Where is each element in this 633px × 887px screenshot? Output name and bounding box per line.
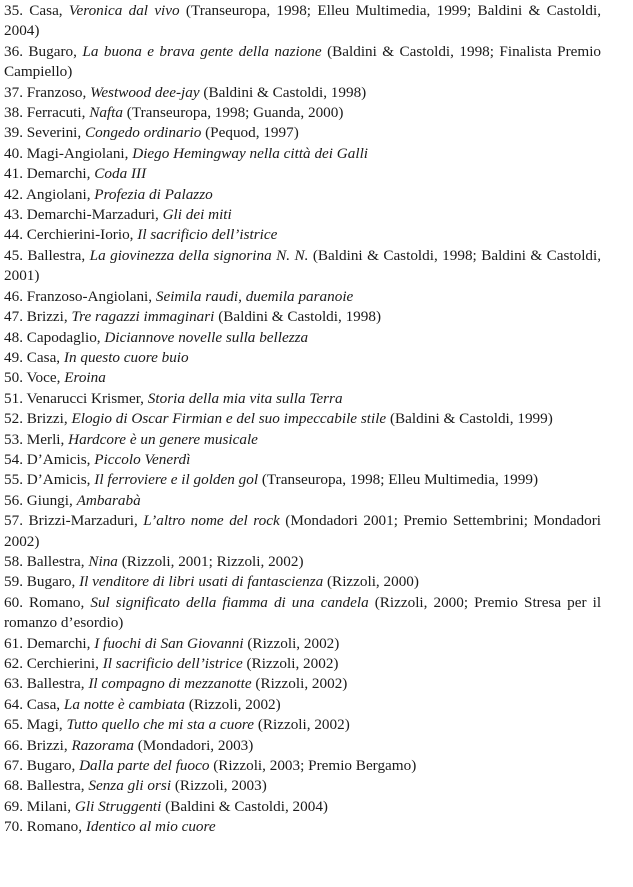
list-item <box>4 225 601 245</box>
entry-title: Senza gli orsi <box>88 777 172 795</box>
entry-title: Piccolo Venerdì <box>94 450 191 468</box>
entry-author: Bugaro, <box>28 42 77 60</box>
entry-author: Brizzi, <box>26 410 68 428</box>
entry-author: Cerchierini-Iorio, <box>26 226 134 244</box>
entry-number: 35. <box>4 2 23 19</box>
entry-publication-info: (Mondadori 2001; Premio Settembrini; Mondadori 2002) <box>4 512 602 550</box>
list-item <box>4 348 601 368</box>
entry-title: Profezia di Palazzo <box>94 185 213 203</box>
entry-number: 47. <box>4 308 23 326</box>
list-item <box>4 470 601 490</box>
entry-number: 44. <box>4 226 23 244</box>
entry-author: Ferracuti, <box>26 104 86 122</box>
entry-author: Angiolani, <box>25 185 91 203</box>
entry-title: Il venditore di libri usati di fantascienza <box>79 573 324 591</box>
entry-author: Bugaro, <box>26 757 76 775</box>
list-item <box>4 776 601 796</box>
entry-title: I fuochi di San Giovanni <box>94 634 244 652</box>
entry-title: Tre ragazzi immaginari <box>71 308 215 326</box>
list-item <box>4 674 601 694</box>
entry-author: Casa, <box>26 348 61 366</box>
entry-publication-info: (Baldini & Castoldi, 1999) <box>389 410 553 428</box>
entry-author: Brizzi, <box>26 736 68 754</box>
entry-title: Seimila raudi, duemila paranoie <box>155 287 354 305</box>
entry-title: Westwood dee-jay <box>90 83 200 101</box>
entry-publication-info: (Rizzoli, 2002) <box>246 655 339 672</box>
list-item <box>4 736 601 756</box>
entry-publication-info: (Rizzoli, 2002) <box>247 634 340 652</box>
entry-number: 58. <box>4 552 23 570</box>
list-item <box>4 103 601 123</box>
entry-title: In questo cuore buio <box>63 348 189 366</box>
list-item <box>4 205 601 225</box>
list-item <box>4 797 601 817</box>
entry-number: 36. <box>4 42 23 60</box>
entry-title: Diciannove novelle sulla bellezza <box>104 328 309 346</box>
list-item <box>4 185 601 205</box>
entry-author: Magi, <box>26 716 63 734</box>
list-item <box>4 123 601 143</box>
entry-title: Nina <box>88 552 118 570</box>
entry-title: Tutto quello che mi sta a cuore <box>66 716 255 734</box>
entry-publication-info: (Baldini & Castoldi, 2004) <box>165 797 328 815</box>
entry-author: Magi-Angiolani, <box>26 144 129 162</box>
list-item <box>4 817 601 837</box>
entry-title: La notte è cambiata <box>63 695 185 713</box>
entry-author: Severini, <box>26 124 82 142</box>
entry-title: Il sacrificio dell’istrice <box>102 655 243 672</box>
list-item <box>4 634 601 654</box>
entry-author: Cerchierini, <box>26 655 99 672</box>
entry-author: Ballestra, <box>26 675 85 693</box>
entry-publication-info: (Baldini & Castoldi, 1998; Finalista Premio Campiello) <box>4 42 602 81</box>
list-item <box>4 42 601 83</box>
entry-number: 61. <box>4 634 23 652</box>
list-item <box>4 450 601 470</box>
entry-number: 45. <box>4 246 23 264</box>
entry-number: 59. <box>4 573 23 591</box>
entry-author: D’Amicis, <box>26 471 91 489</box>
entry-publication-info: (Transeuropa, 1998; Guanda, 2000) <box>126 104 344 122</box>
entry-number: 39. <box>4 124 23 142</box>
entry-number: 57. <box>4 512 23 530</box>
entry-author: Casa, <box>26 695 61 713</box>
entry-author: Brizzi-Marzaduri, <box>28 512 138 530</box>
entry-title: Hardcore è un genere musicale <box>68 430 258 448</box>
entry-publication-info: (Rizzoli, 2003; Premio Bergamo) <box>213 757 417 775</box>
entry-author: Romano, <box>29 593 85 611</box>
list-item <box>4 491 601 511</box>
entry-author: Merli, <box>26 430 65 448</box>
entry-publication-info: (Baldini & Castoldi, 1998) <box>218 308 382 326</box>
list-item <box>4 287 601 307</box>
entry-publication-info: (Pequod, 1997) <box>205 124 299 142</box>
list-item <box>4 164 601 184</box>
entry-publication-info: (Rizzoli, 2000) <box>327 573 419 591</box>
entry-number: 70. <box>4 818 23 836</box>
entry-number: 42. <box>4 185 23 203</box>
entry-author: Venarucci Krismer, <box>26 389 144 407</box>
entry-number: 50. <box>4 369 23 387</box>
entry-publication-info: (Transeuropa, 1998; Elleu Multimedia, 1999; Baldini & Castoldi, 2004) <box>4 2 602 40</box>
entry-author: Demarchi, <box>26 634 91 652</box>
list-item <box>4 328 601 348</box>
entry-author: Franzoso-Angiolani, <box>26 287 153 305</box>
entry-publication-info: (Baldini & Castoldi, 1998; Baldini & Castoldi, 2001) <box>4 246 602 285</box>
entry-title: Nafta <box>89 104 123 122</box>
entry-number: 67. <box>4 757 23 775</box>
list-item <box>4 246 601 287</box>
list-item <box>4 1 601 42</box>
entry-title: L’altro nome del rock <box>143 512 280 530</box>
entry-title: Elogio di Oscar Firmian e del suo impeccabile stile <box>71 410 387 428</box>
entry-number: 51. <box>4 389 23 407</box>
list-item <box>4 572 601 592</box>
entry-title: Razorama <box>71 736 134 754</box>
entry-title: Congedo ordinario <box>85 124 202 142</box>
entry-title: Gli dei miti <box>162 206 232 224</box>
entry-publication-info: (Rizzoli, 2002) <box>188 695 281 713</box>
entry-number: 60. <box>4 593 23 611</box>
entry-title: Identico al mio cuore <box>85 818 216 836</box>
list-item <box>4 368 601 388</box>
entry-publication-info: (Mondadori, 2003) <box>137 736 254 754</box>
entry-title: La buona e brava gente della nazione <box>82 42 322 60</box>
entry-title: Dalla parte del fuoco <box>79 757 210 775</box>
entry-publication-info: (Rizzoli, 2001; Rizzoli, 2002) <box>121 552 304 570</box>
entry-publication-info: (Rizzoli, 2002) <box>257 716 350 734</box>
entry-publication-info: (Baldini & Castoldi, 1998) <box>203 83 367 101</box>
list-item <box>4 409 601 429</box>
entry-title: Veronica dal vivo <box>68 2 180 19</box>
entry-number: 64. <box>4 695 23 713</box>
entry-number: 68. <box>4 777 23 795</box>
entry-number: 53. <box>4 430 23 448</box>
list-item <box>4 654 601 674</box>
entry-author: Capodaglio, <box>26 328 101 346</box>
entry-number: 43. <box>4 206 23 224</box>
entry-publication-info: (Transeuropa, 1998; Elleu Multimedia, 1999) <box>261 471 539 489</box>
entry-number: 48. <box>4 328 23 346</box>
entry-author: Romano, <box>26 818 83 836</box>
entry-author: Voce, <box>26 369 61 387</box>
entry-publication-info: (Rizzoli, 2000; Premio Stresa per il romanzo d’esordio) <box>4 593 602 632</box>
entry-author: Franzoso, <box>26 83 87 101</box>
entry-title: Il compagno di mezzanotte <box>88 675 252 693</box>
entry-title: Coda III <box>94 165 147 183</box>
entry-author: Ballestra, <box>27 246 86 264</box>
entry-author: Milani, <box>26 797 72 815</box>
entry-number: 69. <box>4 797 23 815</box>
entry-title: Il sacrificio dell’istrice <box>137 226 278 244</box>
entry-number: 63. <box>4 675 23 693</box>
list-item <box>4 695 601 715</box>
list-item <box>4 593 601 634</box>
entry-number: 65. <box>4 716 23 734</box>
list-item <box>4 511 601 552</box>
entry-number: 38. <box>4 104 23 122</box>
entry-title: Eroina <box>64 369 106 387</box>
entry-title: Gli Struggenti <box>74 797 162 815</box>
entry-number: 62. <box>4 655 23 672</box>
entry-title: La giovinezza della signorina N. N. <box>89 246 309 264</box>
bibliography-list <box>4 1 601 838</box>
entry-author: Demarchi, <box>26 165 91 183</box>
entry-title: Ambarabà <box>76 491 141 509</box>
list-item <box>4 83 601 103</box>
list-item <box>4 389 601 409</box>
list-item <box>4 144 601 164</box>
entry-number: 41. <box>4 165 23 183</box>
entry-author: D’Amicis, <box>26 450 91 468</box>
entry-author: Demarchi-Marzaduri, <box>26 206 159 224</box>
entry-number: 40. <box>4 144 23 162</box>
entry-author: Ballestra, <box>26 777 85 795</box>
entry-number: 54. <box>4 450 23 468</box>
list-item <box>4 430 601 450</box>
entry-number: 66. <box>4 736 23 754</box>
entry-author: Brizzi, <box>26 308 68 326</box>
entry-author: Ballestra, <box>26 552 85 570</box>
entry-number: 52. <box>4 410 23 428</box>
entry-number: 37. <box>4 83 23 101</box>
list-item <box>4 756 601 776</box>
entry-publication-info: (Rizzoli, 2002) <box>255 675 348 693</box>
entry-title: Sul significato della fiamma di una candela <box>90 593 369 611</box>
entry-author: Bugaro, <box>26 573 76 591</box>
list-item <box>4 307 601 327</box>
entry-number: 49. <box>4 348 23 366</box>
list-item <box>4 552 601 572</box>
entry-number: 55. <box>4 471 23 489</box>
entry-number: 56. <box>4 491 23 509</box>
entry-author: Giungi, <box>26 491 73 509</box>
entry-author: Casa, <box>29 2 63 19</box>
entry-title: Diego Hemingway nella città dei Galli <box>132 144 369 162</box>
entry-publication-info: (Rizzoli, 2003) <box>174 777 267 795</box>
entry-number: 46. <box>4 287 23 305</box>
entry-title: Il ferroviere e il golden gol <box>94 471 259 489</box>
list-item <box>4 715 601 735</box>
entry-title: Storia della mia vita sulla Terra <box>147 389 343 407</box>
